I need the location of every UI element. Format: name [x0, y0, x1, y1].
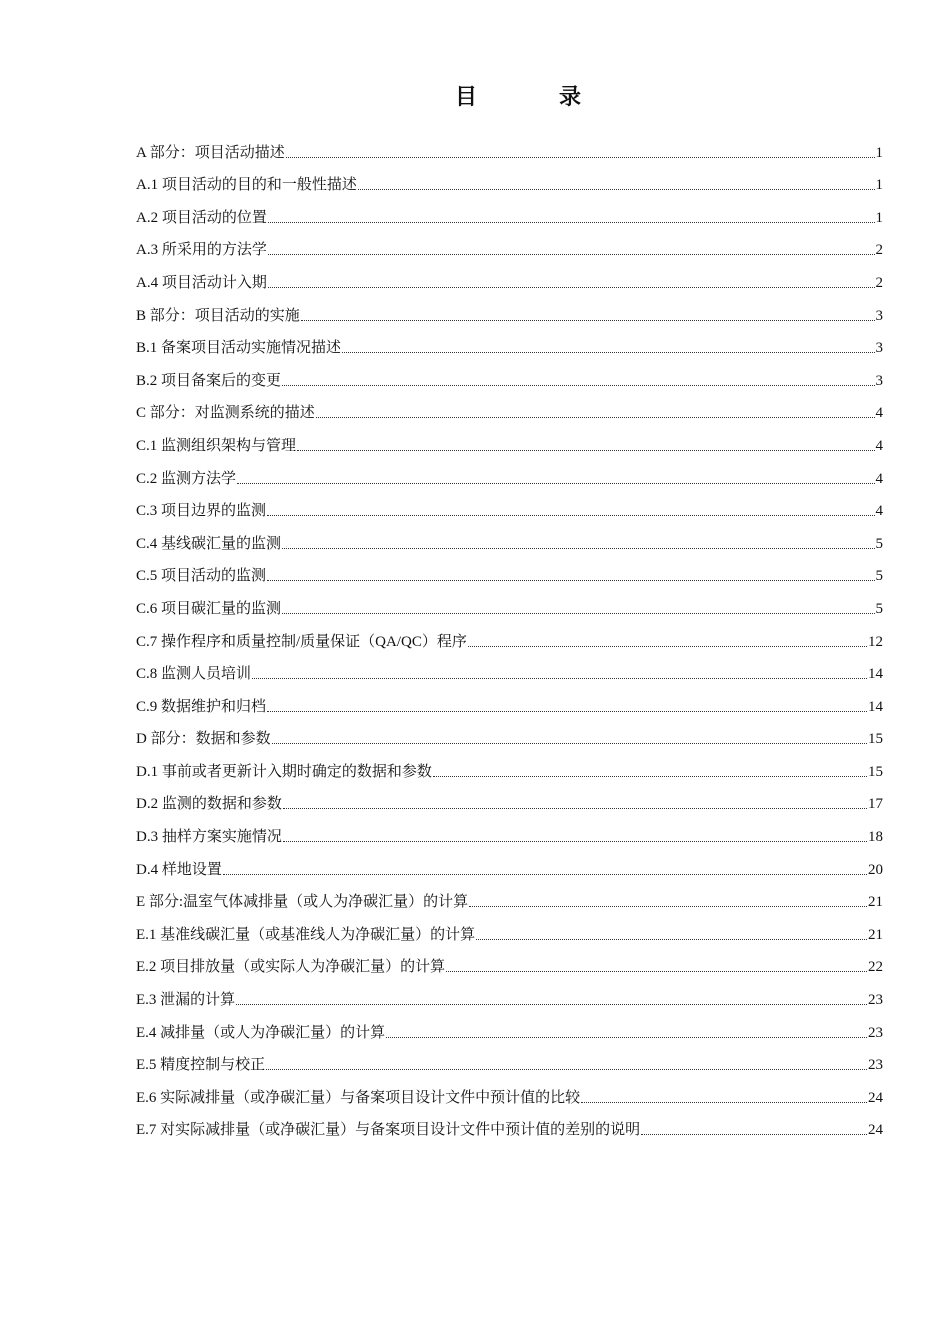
toc-dot-leader [283, 840, 867, 842]
toc-entry[interactable] [136, 912, 883, 945]
toc-entry-page-number: 24 [868, 1122, 883, 1139]
toc-dot-leader [223, 873, 867, 875]
toc-dot-leader [267, 514, 874, 516]
toc-entry[interactable] [136, 130, 883, 163]
toc-dot-leader [358, 188, 875, 190]
toc-entry-page-number: 4 [875, 405, 883, 422]
toc-dot-leader [446, 970, 867, 972]
toc-entry[interactable] [136, 619, 883, 652]
toc-entry-page-number: 3 [875, 372, 883, 389]
toc-entry-label: C.9 数据维护和归档 [136, 698, 267, 715]
toc-entry[interactable] [136, 945, 883, 978]
toc-entry[interactable] [136, 1043, 883, 1076]
toc-dot-leader [476, 938, 867, 940]
toc-entry-page-number: 17 [868, 796, 883, 813]
toc-entry-page-number: 12 [868, 633, 883, 650]
toc-entry[interactable] [136, 1108, 883, 1141]
toc-entry[interactable] [136, 684, 883, 717]
toc-entry-page-number: 14 [868, 698, 883, 715]
toc-entry-label: E.5 精度控制与校正 [136, 1057, 266, 1074]
toc-entry-page-number: 21 [868, 926, 883, 943]
toc-entry-label: C.1 监测组织架构与管理 [136, 437, 297, 454]
toc-entry[interactable] [136, 293, 883, 326]
toc-dot-leader [268, 286, 875, 288]
toc-entry[interactable] [136, 782, 883, 815]
toc-entry-page-number: 15 [868, 731, 883, 748]
toc-dot-leader [282, 612, 874, 614]
toc-entry[interactable] [136, 717, 883, 750]
toc-entry-label: A.2 项目活动的位置 [136, 209, 267, 226]
toc-entry-page-number: 1 [875, 144, 883, 161]
toc-dot-leader [316, 416, 875, 418]
toc-dot-leader [301, 319, 875, 321]
toc-dot-leader [267, 579, 874, 581]
toc-entry-page-number: 2 [875, 242, 883, 259]
toc-title: 目 录 [454, 84, 611, 109]
toc-entry[interactable] [136, 163, 883, 196]
toc-entry-page-number: 23 [868, 1024, 883, 1041]
toc-entry-label: D.3 抽样方案实施情况 [136, 829, 282, 846]
toc-entry-page-number: 23 [868, 1057, 883, 1074]
toc-entry-label: C.5 项目活动的监测 [136, 568, 267, 585]
toc-dot-leader [272, 742, 867, 744]
toc-entry-label: C.8 监测人员培训 [136, 666, 252, 683]
toc-entry[interactable] [136, 977, 883, 1010]
toc-entry[interactable] [136, 1010, 883, 1043]
toc-entry-page-number: 15 [868, 763, 883, 780]
toc-entry-label: C 部分：对监测系统的描述 [136, 405, 315, 422]
toc-entry[interactable] [136, 652, 883, 685]
toc-entry[interactable] [136, 749, 883, 782]
toc-entry-page-number: 18 [868, 829, 883, 846]
toc-entry-page-number: 3 [875, 340, 883, 357]
toc-entry-page-number: 1 [875, 209, 883, 226]
toc-entry[interactable] [136, 814, 883, 847]
toc-entry[interactable] [136, 326, 883, 359]
toc-entry-label: E.7 对实际减排量（或净碳汇量）与备案项目设计文件中预计值的差别的说明 [136, 1122, 641, 1139]
toc-entry[interactable] [136, 554, 883, 587]
toc-entry-label: D.2 监测的数据和参数 [136, 796, 282, 813]
toc-entry[interactable] [136, 228, 883, 261]
toc-entry-label: E.1 基准线碳汇量（或基准线人为净碳汇量）的计算 [136, 926, 476, 943]
toc-dot-leader [283, 807, 867, 809]
toc-entry-page-number: 21 [868, 894, 883, 911]
toc-entry-label: D.1 事前或者更新计入期时确定的数据和参数 [136, 763, 432, 780]
toc-entry-label: C.6 项目碳汇量的监测 [136, 600, 282, 617]
toc-dot-leader [268, 221, 875, 223]
toc-entry-page-number: 20 [868, 861, 883, 878]
toc-entry-label: B.1 备案项目活动实施情况描述 [136, 340, 342, 357]
toc-dot-leader [267, 710, 867, 712]
toc-entry-label: C.2 监测方法学 [136, 470, 237, 487]
toc-dot-leader [342, 351, 874, 353]
toc-entry[interactable] [136, 260, 883, 293]
toc-entry[interactable] [136, 1075, 883, 1108]
toc-entry-page-number: 5 [875, 568, 883, 585]
toc-entry-label: B.2 项目备案后的变更 [136, 372, 282, 389]
toc-entry-label: E.4 减排量（或人为净碳汇量）的计算 [136, 1024, 386, 1041]
toc-dot-leader [268, 253, 875, 255]
toc-entry[interactable] [136, 195, 883, 228]
toc-entry[interactable] [136, 521, 883, 554]
toc-entry[interactable] [136, 456, 883, 489]
toc-dot-leader [282, 384, 874, 386]
toc-dot-leader [469, 905, 867, 907]
toc-entry-label: E.2 项目排放量（或实际人为净碳汇量）的计算 [136, 959, 446, 976]
toc-dot-leader [286, 156, 875, 158]
toc-entry-label: C.4 基线碳汇量的监测 [136, 535, 282, 552]
toc-dot-leader [468, 645, 867, 647]
toc-entry-label: B 部分：项目活动的实施 [136, 307, 300, 324]
toc-entry[interactable] [136, 358, 883, 391]
toc-entry-page-number: 24 [868, 1089, 883, 1106]
toc-dot-leader [641, 1133, 867, 1135]
toc-dot-leader [386, 1036, 867, 1038]
toc-dot-leader [266, 1068, 867, 1070]
toc-entry-page-number: 4 [875, 437, 883, 454]
toc-entry-page-number: 4 [875, 503, 883, 520]
toc-entry[interactable] [136, 586, 883, 619]
toc-entry-label: A.4 项目活动计入期 [136, 274, 267, 291]
toc-entry-label: C.3 项目边界的监测 [136, 503, 267, 520]
toc-entry-label: E 部分:温室气体减排量（或人为净碳汇量）的计算 [136, 894, 469, 911]
toc-dot-leader [252, 677, 867, 679]
toc-entry-page-number: 2 [875, 274, 883, 291]
toc-dot-leader [433, 775, 867, 777]
toc-entry-label: E.3 泄漏的计算 [136, 992, 236, 1009]
toc-entry-page-number: 22 [868, 959, 883, 976]
toc-entry[interactable] [136, 847, 883, 880]
toc-dot-leader [297, 449, 874, 451]
toc-entry-label: C.7 操作程序和质量控制/质量保证（QA/QC）程序 [136, 633, 467, 650]
toc-entry-page-number: 5 [875, 600, 883, 617]
toc-dot-leader [237, 482, 874, 484]
toc-entry-label: A.1 项目活动的目的和一般性描述 [136, 177, 357, 194]
toc-entry-page-number: 5 [875, 535, 883, 552]
toc-entry-label: D.4 样地设置 [136, 861, 222, 878]
toc-entry-label: A 部分：项目活动描述 [136, 144, 285, 161]
toc-entry[interactable] [136, 423, 883, 456]
toc-dot-leader [282, 547, 874, 549]
toc-list [136, 130, 883, 1140]
toc-entry[interactable] [136, 880, 883, 913]
toc-dot-leader [236, 1003, 867, 1005]
toc-entry-label: A.3 所采用的方法学 [136, 242, 267, 259]
toc-entry[interactable] [136, 391, 883, 424]
toc-entry-page-number: 3 [875, 307, 883, 324]
toc-entry-page-number: 23 [868, 992, 883, 1009]
toc-entry-label: D 部分：数据和参数 [136, 731, 271, 748]
toc-entry-page-number: 1 [875, 177, 883, 194]
toc-dot-leader [581, 1101, 867, 1103]
toc-entry[interactable] [136, 489, 883, 522]
toc-entry-page-number: 14 [868, 666, 883, 683]
toc-entry-page-number: 4 [875, 470, 883, 487]
toc-entry-label: E.6 实际减排量（或净碳汇量）与备案项目设计文件中预计值的比较 [136, 1089, 581, 1106]
